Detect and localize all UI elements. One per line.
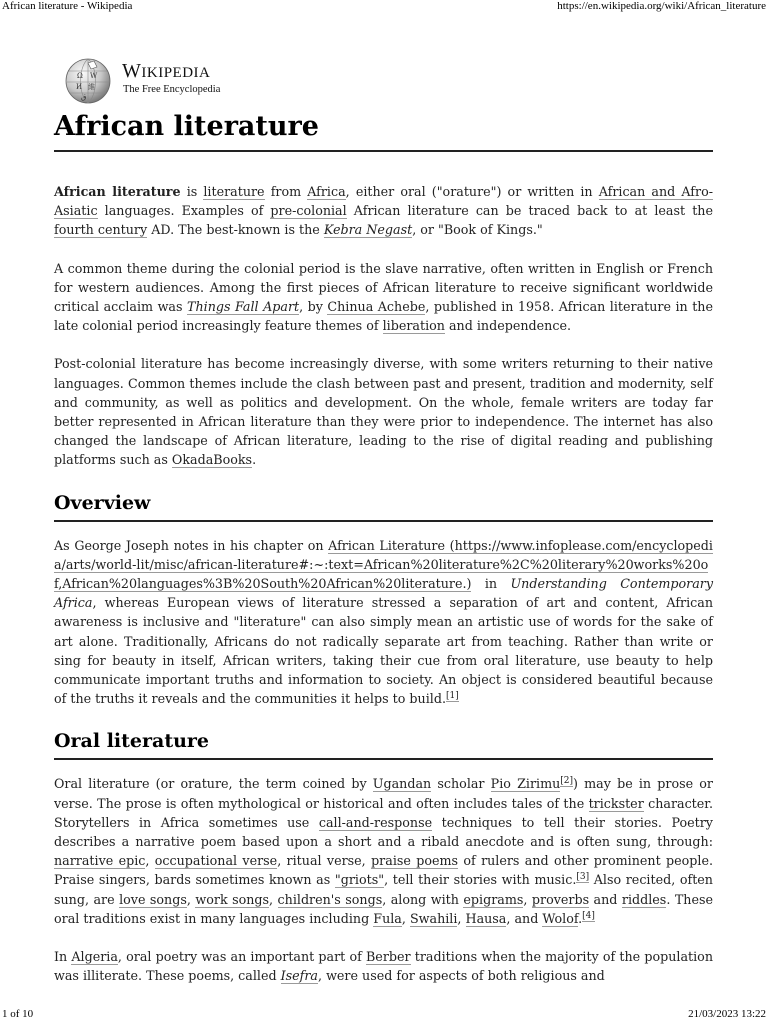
- link-algeria[interactable]: Algeria: [71, 949, 118, 965]
- link-okadabooks[interactable]: OkadaBooks: [171, 452, 253, 468]
- link-proverbs[interactable]: proverbs: [531, 891, 590, 907]
- citation-4[interactable]: [4]: [582, 910, 595, 921]
- link-isefra[interactable]: Isefra: [280, 968, 318, 984]
- link-literature[interactable]: literature: [203, 184, 265, 199]
- link-africa[interactable]: Africa: [307, 184, 346, 199]
- print-page-number: 1 of 10: [2, 1008, 34, 1020]
- print-page-title: African literature - Wikipedia: [2, 0, 133, 12]
- link-love-songs[interactable]: love songs: [119, 891, 187, 907]
- link-trickster[interactable]: trickster: [588, 795, 644, 811]
- book-title: Understanding Contemporary Africa: [54, 576, 714, 611]
- article-content: [54, 52, 713, 1005]
- intro-paragraph-2: A common theme during the colonial period is the slave narrative, often written in English or French for western audiences. Among the first pieces of African literature to receive significant worldwide critical acclaim was Things Fall Apart, by Chinua Achebe, published in 1958. African literature in the late colonial period increasingly feature themes of liberation and independence.: [54, 260, 713, 334]
- heading-overview: Overview: [54, 490, 713, 522]
- svg-text:W: W: [90, 72, 98, 80]
- print-datetime: 21/03/2023 13:22: [688, 1008, 766, 1020]
- link-work-songs[interactable]: work songs: [195, 891, 270, 907]
- link-griots[interactable]: "griots": [334, 872, 385, 888]
- link-wolof[interactable]: Wolof: [542, 910, 579, 926]
- svg-text:維: 維: [88, 83, 95, 91]
- heading-oral-literature: Oral literature: [54, 728, 713, 760]
- oral-paragraph-2: In Algeria, oral poetry was an important part of Berber traditions when the majority of the population was illiterate. These poems, called Isefra, were used for aspects of both religious and: [54, 949, 713, 984]
- wikipedia-brand[interactable]: [54, 52, 713, 110]
- intro-paragraph-3: Post-colonial literature has become increasingly diverse, with some writers returning to their native languages. Common themes include the clash between past and present, tradition and modernity, self and community, as well as politics and development. On the whole, female writers are today far better represented in African literature than they were prior to independence. The internet has also changed the landscape of African literature, leading to the rise of digital reading and publishing platforms such as OkadaBooks.: [54, 356, 713, 468]
- link-swahili[interactable]: Swahili: [409, 910, 458, 926]
- link-hausa[interactable]: Hausa: [465, 910, 507, 926]
- svg-text:И: И: [76, 83, 83, 91]
- link-african-literature-chapter[interactable]: African Literature (https://www.infoplease.com/encyclopedia/arts/world-lit/misc/african-literature#:~:text=African%20literature%2C%20literary%20works%20of,African%20languages%3B%20South%20African%20literature.): [54, 537, 713, 592]
- print-footer: [0, 1008, 768, 1022]
- citation-1[interactable]: [1]: [445, 691, 459, 702]
- citation-3[interactable]: [3]: [576, 872, 590, 883]
- link-riddles[interactable]: riddles: [621, 891, 667, 907]
- wikipedia-tagline: The Free Encyclopedia: [123, 84, 221, 95]
- print-url: https://en.wikipedia.org/wiki/African_literature: [557, 0, 766, 12]
- overview-paragraph: As George Joseph notes in his chapter on African Literature (https://www.infoplease.com/encyclopedia/arts/world-lit/misc/african-literature#:~:text=African%20literature%2C%20literary%20works%20of,African%20languages%3B%20South%20African%20literature.) in Understanding Contemporary Africa, whereas European views of literature stressed a separation of art and content, African awareness is inclusive and "literature" can also simply mean an artistic use of words for the sake of art alone. Traditionally, Africans do not radically separate art from teaching. Rather than write or sing for beauty in itself, African writers, taking their cue from oral literature, use beauty to help communicate important truths and information to society. An object is considered beautiful because of the truths it reveals and the communities it helps to build.[1]: [54, 537, 714, 707]
- link-chinua-achebe[interactable]: Chinua Achebe: [327, 299, 426, 315]
- svg-text:ق: ق: [81, 93, 87, 101]
- svg-text:Ω: Ω: [77, 72, 83, 80]
- wikipedia-globe-icon: [64, 57, 112, 105]
- link-narrative-epic[interactable]: narrative epic: [54, 853, 146, 869]
- link-kebra-negast[interactable]: Kebra Negast: [323, 222, 413, 238]
- oral-paragraph-1: Oral literature (or orature, the term coined by Ugandan scholar Pio Zirimu[2]) may be in prose or verse. The prose is often mythological or historical and often includes tales of the trickster character. Storytellers in Africa sometimes use call-and-response techniques to tell their stories. Poetry describes a narrative poem based upon a short and a ribald anecdote and is often sung, through: narrative epic, occupational verse, ritual verse, praise poems of rulers and other prominent people. Praise singers, bards sometimes known as "griots", tell their stories with music.[3] Also recited, often sung, are love songs, work songs, children's songs, along with epigrams, proverbs and riddles. These oral traditions exist in many languages including Fula, Swahili, Hausa, and Wolof.[4]: [54, 776, 713, 926]
- link-pio-zirimu[interactable]: Pio Zirimu: [490, 776, 561, 792]
- print-header: [0, 0, 768, 14]
- link-pre-colonial[interactable]: pre-colonial: [270, 203, 347, 219]
- link-fourth-century[interactable]: fourth century: [54, 222, 148, 238]
- link-occupational-verse[interactable]: occupational verse: [154, 853, 278, 869]
- link-call-and-response[interactable]: call-and-response: [318, 814, 433, 830]
- link-epigrams[interactable]: epigrams: [463, 891, 524, 907]
- citation-2[interactable]: [2]: [560, 776, 574, 787]
- link-african-afro-asiatic[interactable]: African and Afro-Asiatic: [54, 184, 713, 219]
- intro-paragraph-1: African literature is literature from Africa, either oral ("orature") or written in African and Afro-Asiatic languages. Examples of pre-colonial African literature can be traced back to at least the fourth century AD. The best-known is the Kebra Negast, or "Book of Kings.": [54, 184, 713, 238]
- article-subject: African literature: [54, 184, 181, 199]
- link-fula[interactable]: Fula: [373, 910, 402, 926]
- link-childrens-songs[interactable]: children's songs: [277, 891, 383, 907]
- link-praise-poems[interactable]: praise poems: [371, 853, 459, 869]
- link-liberation[interactable]: liberation: [382, 318, 445, 334]
- wikipedia-wordmark: WIKIPEDIA: [122, 60, 211, 82]
- link-berber[interactable]: Berber: [365, 949, 411, 965]
- link-things-fall-apart[interactable]: Things Fall Apart: [187, 299, 300, 315]
- article-title: African literature: [54, 110, 713, 152]
- link-ugandan[interactable]: Ugandan: [372, 776, 432, 792]
